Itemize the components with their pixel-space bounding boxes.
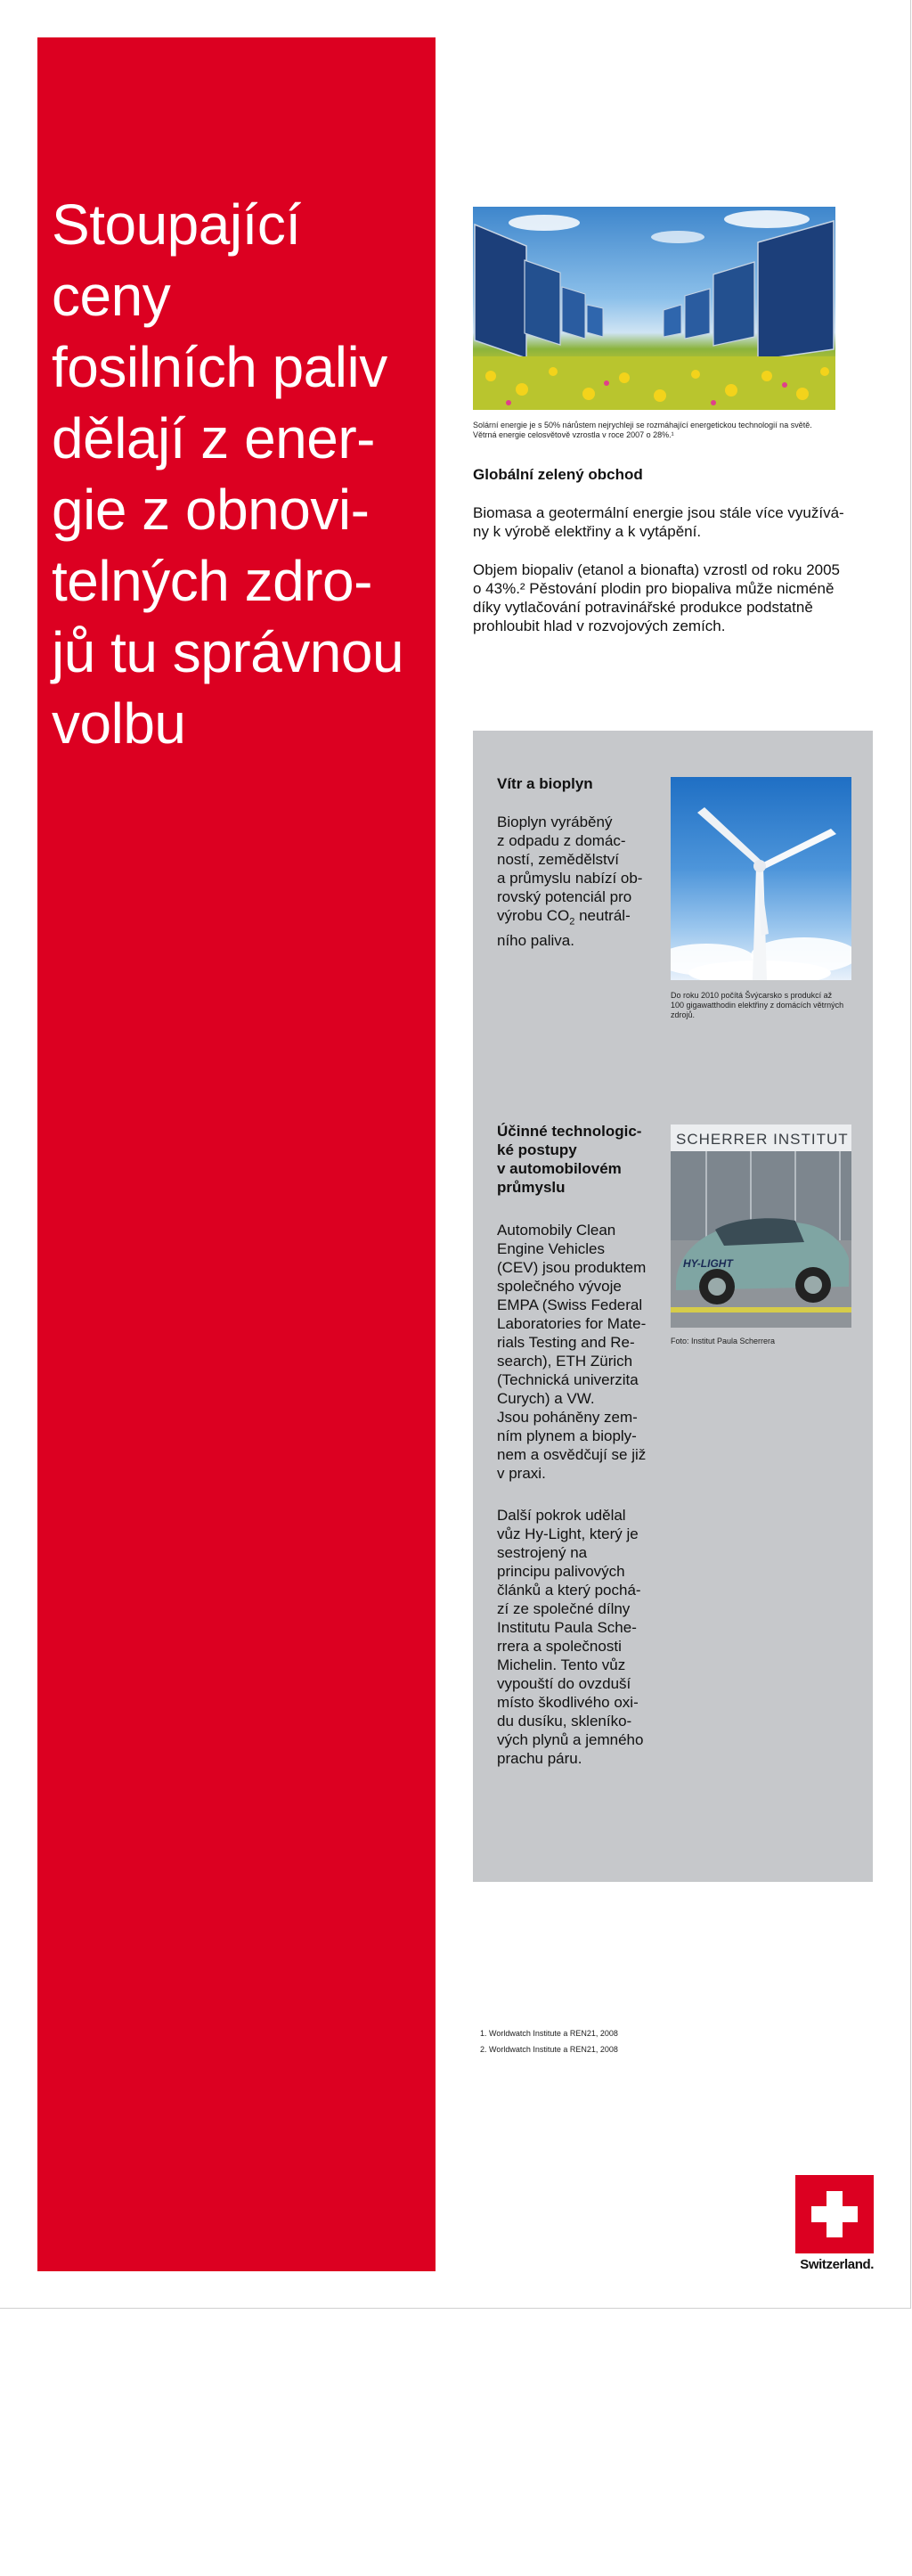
solar-panels-photo [473,207,835,410]
text-line: Curych) a VW. [497,1390,595,1407]
co2-subscript: 2 [569,916,575,928]
automotive-paragraph-2 [497,1506,643,1768]
automotive-title [497,1122,641,1197]
wind-turbine-photo [671,777,851,980]
car-photo [671,1124,851,1328]
car-decal-text: HY-LIGHT [683,1257,733,1270]
text-line: (CEV) jsou produktem [497,1259,647,1276]
headline-line: ceny [52,264,171,328]
footnote-2: 2. Worldwatch Institute a REN21, 2008 [480,2045,618,2054]
text-line: díky vytlačování potravinářské produkce podstatně [473,599,813,616]
text-line: prohloubit hlad v rozvojových zemích. [473,617,726,634]
text-line: Biomasa a geotermální energie jsou stále více využívá- [473,504,844,521]
solar-panels-illustration [473,207,835,410]
wind-biogas-title: Vítr a bioplyn [497,775,593,792]
text-line: vých plynů a jemného [497,1731,644,1748]
text-line: rovský potenciál pro [497,888,632,905]
text-line: rrera a společnosti [497,1638,622,1655]
cross-vertical [826,2191,843,2237]
switzerland-label: Switzerland. [800,2257,874,2272]
swiss-cross-logo [795,2175,874,2253]
text-line: a průmyslu nabízí ob- [497,870,643,887]
caption-line: 100 gigawatthodin elektřiny z domácích větrných [671,1001,844,1010]
global-trade-paragraph-2 [473,560,840,635]
global-trade-title: Globální zelený obchod [473,466,643,483]
text-line: sestrojený na [497,1544,588,1561]
text-line: EMPA (Swiss Federal [497,1296,643,1313]
text-line: Engine Vehicles [497,1240,605,1257]
text-line: společného vývoje [497,1278,622,1295]
text-line: search), ETH Zürich [497,1353,633,1370]
caption-line: zdrojů. [671,1010,696,1019]
wind-biogas-text [497,813,642,950]
co2-prefix: výrobu CO [497,907,570,924]
text-line: Automobily Clean [497,1222,616,1239]
text-line: článků a který pochá- [497,1582,641,1599]
text-line: v praxi. [497,1465,546,1482]
title-line: ké postupy [497,1141,577,1158]
text-line: nem a osvědčují se již [497,1446,647,1463]
title-line: Účinné technologic- [497,1123,642,1140]
text-line: ny k výrobě elektřiny a k vytápění. [473,523,702,540]
text-line: prachu páru. [497,1750,582,1767]
co2-suffix: neutrál- [574,907,631,924]
headline-line: telných zdro- [52,549,372,613]
text-line: rials Testing and Re- [497,1334,635,1351]
text-line: Další pokrok udělal [497,1507,626,1524]
automotive-paragraph-1 [497,1221,646,1483]
caption-line: Větrná energie celosvětově vzrostla v roce 2007 o 28%.¹ [473,430,674,439]
caption-line: Solární energie je s 50% nárůstem nejrychleji se rozmáhající energetickou technologií na světě. [473,421,812,429]
text-line: Objem biopaliv (etanol a bionafta) vzrostl od roku 2005 [473,561,841,578]
text-line: zí ze společné dílny [497,1600,631,1617]
red-panel [37,37,436,2271]
text-line: ního paliva. [497,932,574,950]
title-line: v automobilovém [497,1160,622,1177]
caption-line: Do roku 2010 počítá Švýcarsko s produkcí až [671,991,833,1000]
text-line: Jsou poháněny zem- [497,1409,638,1426]
headline-line: Stoupající [52,192,301,257]
global-trade-paragraph-1 [473,503,844,541]
text-line: Bioplyn vyráběný [497,814,613,830]
text-line: Laboratories for Mate- [497,1315,647,1332]
text-line: Institutu Paula Sche- [497,1619,637,1636]
text-line: místo škodlivého oxi- [497,1694,639,1711]
car-photo-caption: Foto: Institut Paula Scherrera [671,1337,776,1345]
text-line: o 43%.² Pěstování plodin pro biopaliva může nicméně [473,580,835,597]
headline [52,189,430,759]
headline-line: volbu [52,691,186,756]
text-line: vůz Hy-Light, který je [497,1525,639,1542]
institute-sign-text: SCHERRER INSTITUT [676,1131,849,1148]
text-line: ností, zemědělství [497,851,620,868]
headline-line: fosilních paliv [52,335,387,399]
footnote-1: 1. Worldwatch Institute a REN21, 2008 [480,2029,618,2038]
solar-caption [473,421,847,440]
headline-line: dělají z ener- [52,406,375,470]
text-line: z odpadu z domác- [497,832,626,849]
text-line: Michelin. Tento vůz [497,1656,626,1673]
text-line: ním plynem a bioply- [497,1427,637,1444]
text-line [497,906,642,931]
wind-caption [671,991,851,1020]
wind-turbine-illustration [671,777,851,980]
headline-line: jů tu správnou [52,620,404,684]
text-line: principu palivových [497,1563,625,1580]
title-line: průmyslu [497,1179,566,1196]
text-line: vypouští do ovzduší [497,1675,631,1692]
car-illustration [671,1124,851,1328]
text-line: du dusíku, skleníko- [497,1713,632,1730]
text-line: (Technická univerzita [497,1371,639,1388]
headline-line: gie z obnovi- [52,478,370,542]
